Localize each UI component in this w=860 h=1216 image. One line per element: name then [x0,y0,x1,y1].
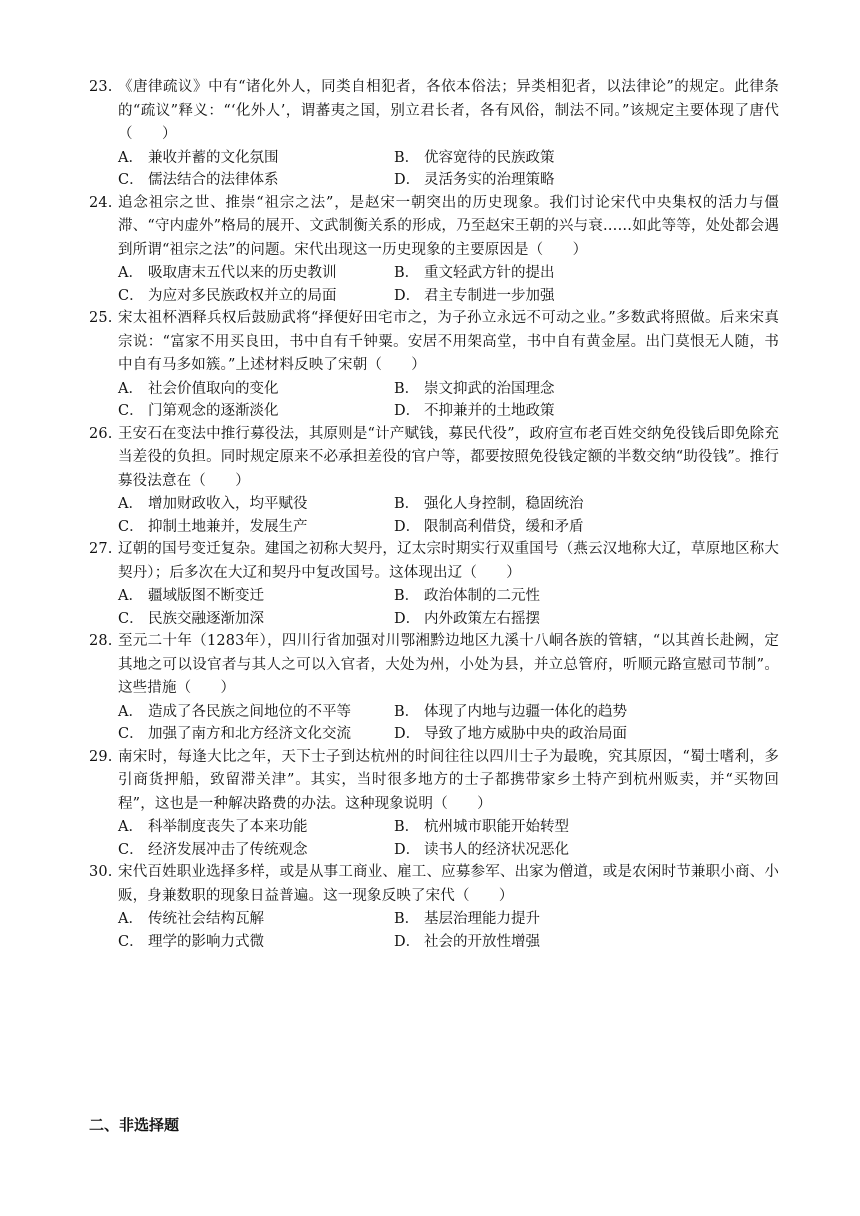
option-text: 理学的影响力式微 [148,933,264,950]
question-stem-row [89,630,779,701]
option-text: 科举制度丧失了本来功能 [148,819,308,835]
answer-option[interactable] [118,516,394,539]
option-letter: D． [394,403,421,419]
option-letter: A． [118,380,143,397]
option-letter: B． [394,380,420,397]
option-text: 强化人身控制，稳固统治 [424,496,584,512]
option-text: 崇文抑武的治国理念 [424,380,555,397]
option-list [89,262,779,307]
question-4 [89,538,779,630]
answer-option[interactable] [394,285,670,308]
question-number: 28. [89,633,113,649]
answer-option[interactable] [394,608,670,631]
answer-option[interactable] [394,908,670,931]
option-letter: B． [394,703,420,720]
option-text: 增加财政收入，均平赋役 [148,496,308,512]
option-letter: A． [118,911,143,927]
question-stem-row [89,76,779,147]
question-stem-row [89,538,779,585]
option-letter: D． [394,726,421,742]
option-letter: A． [118,588,143,604]
question-6 [89,746,779,862]
option-row [118,908,779,931]
question-number: 27. [89,541,113,557]
option-text: 内外政策左右摇摆 [424,610,540,627]
option-row [118,262,779,285]
answer-option[interactable] [118,816,394,839]
option-letter: B． [394,911,420,927]
question-stem: 追念祖宗之世、推崇“祖宗之法”，是赵宋一朝突出的历史现象。我们讨论宋代中央集权的活力与僵滞、“守内虚外”格局的展开、文武制衡关系的形成，乃至赵宋王朝的兴与衰……如此等等，处处都会遇到所谓“祖宗之法”的问题。宋代出现这一历史现象的主要原因是（ ） [118,194,779,258]
question-number: 25. [89,310,113,326]
question-number: 29. [89,748,113,765]
option-row [118,931,779,954]
question-number: 30. [89,864,113,880]
answer-option[interactable] [118,839,394,862]
option-letter: C． [118,726,144,742]
option-text: 儒法结合的法律体系 [148,172,279,188]
answer-option[interactable] [118,701,394,724]
option-row [118,839,779,862]
answer-option[interactable] [118,608,394,631]
question-stem-row [89,423,779,494]
option-list [89,493,779,538]
answer-option[interactable] [118,147,394,170]
option-letter: C． [118,933,144,950]
option-row [118,378,779,401]
answer-option[interactable] [118,400,394,423]
option-text: 政治体制的二元性 [424,588,540,604]
answer-option[interactable] [118,262,394,285]
question-stem: 宋代百姓职业选择多样，或是从事工商业、雇工、应募参军、出家为僧道，或是农闲时节兼职小商、小贩，身兼数职的现象日益普遍。这一现象反映了宋代（ ） [118,864,779,904]
question-stem-row [89,192,779,263]
option-text: 导致了地方威胁中央的政治局面 [424,726,627,742]
answer-option[interactable] [394,816,670,839]
option-letter: A． [118,265,143,281]
answer-option[interactable] [118,585,394,608]
option-text: 经济发展冲击了传统观念 [148,841,308,858]
option-text: 吸取唐末五代以来的历史教训 [148,265,337,281]
answer-option[interactable] [118,493,394,516]
option-list [89,701,779,746]
option-text: 杭州城市职能开始转型 [424,819,569,835]
option-text: 疆域版图不断变迁 [148,588,264,604]
option-letter: A． [118,819,143,835]
option-letter: C． [118,518,144,535]
question-stem: 至元二十年（1283年），四川行省加强对川鄂湘黔边地区九溪十八峒各族的管辖，“以其酋长赴阙，定其地之可以设官者与其人之可以入官者，大处为州，小处为县，并立总管府，听顺元路宣慰司节制”。这些措施（ ） [118,633,779,696]
option-text: 优容宽待的民族政策 [424,149,555,166]
option-list [89,816,779,861]
question-stem: 南宋时，每逢大比之年，天下士子到达杭州的时间往往以四川士子为最晚，究其原因，“蜀士嗜利，多引商货押船，致留滞关津”。其实，当时很多地方的士子都携带家乡土特产到杭州贩卖，并“买物回程”，这也是一种解决路费的办法。这种现象说明（ ） [118,748,779,812]
answer-option[interactable] [118,285,394,308]
option-letter: B． [394,588,420,604]
question-stem-row [89,861,779,908]
option-text: 体现了内地与边疆一体化的趋势 [424,703,627,720]
option-row [118,585,779,608]
question-1 [89,192,779,308]
option-text: 兼收并蓄的文化氛围 [148,149,279,166]
answer-option[interactable] [394,493,670,516]
answer-option[interactable] [394,931,670,954]
section-title: 二、非选择题 [89,1116,180,1134]
option-text: 不抑兼并的土地政策 [424,403,555,419]
answer-option[interactable] [118,931,394,954]
answer-option[interactable] [394,839,670,862]
option-letter: A． [118,496,143,512]
option-letter: D． [394,172,421,188]
option-row [118,816,779,839]
answer-option[interactable] [394,262,670,285]
option-list [89,378,779,423]
question-list [89,76,779,953]
option-letter: B． [394,819,420,835]
question-stem: 辽朝的国号变迁复杂。建国之初称大契丹，辽太宗时期实行双重国号（燕云汉地称大辽，草原地区称大契丹）；后多次在大辽和契丹中复改国号。这体现出辽（ ） [118,541,779,581]
answer-option[interactable] [394,169,670,192]
option-letter: D． [394,518,421,535]
answer-option[interactable] [118,378,394,401]
option-text: 读书人的经济状况恶化 [424,841,569,858]
option-row [118,516,779,539]
option-text: 为应对多民族政权并立的局面 [148,287,337,304]
answer-option[interactable] [394,400,670,423]
option-list [89,147,779,192]
question-5 [89,630,779,746]
option-letter: D． [394,287,421,304]
option-text: 造成了各民族之间地位的不平等 [148,703,351,720]
option-letter: B． [394,149,420,166]
answer-option[interactable] [394,516,670,539]
option-letter: C． [118,610,144,627]
option-list [89,585,779,630]
option-text: 社会的开放性增强 [424,933,540,950]
option-list [89,908,779,953]
option-letter: A． [118,149,143,166]
option-letter: C． [118,287,144,304]
question-0 [89,76,779,192]
question-stem: 《唐律疏议》中有“诸化外人，同类自相犯者，各依本俗法；异类相犯者，以法律论”的规定。此律条的“疏议”释义：“‘化外人’，谓蕃夷之国，别立君长者，各有风俗，制法不同。”该规定主要体现了唐代（ ） [118,79,779,142]
option-letter: B． [394,265,420,281]
question-stem-row [89,307,779,378]
option-letter: C． [118,172,144,188]
question-number: 26. [89,425,113,442]
option-text: 民族交融逐渐加深 [148,610,264,627]
option-text: 传统社会结构瓦解 [148,911,264,927]
question-3 [89,423,779,539]
option-letter: A． [118,703,143,720]
answer-option[interactable] [394,378,670,401]
option-letter: D． [394,610,421,627]
option-text: 君主专制进一步加强 [424,287,555,304]
answer-option[interactable] [394,585,670,608]
option-row [118,608,779,631]
option-letter: D． [394,841,421,858]
option-row [118,169,779,192]
option-text: 抑制土地兼并，发展生产 [148,518,308,535]
option-letter: D． [394,933,421,950]
question-stem: 王安石在变法中推行募役法，其原则是“计产赋钱，募民代役”，政府宣布老百姓交纳免役钱后即免除充当差役的负担。同时规定原来不必承担差役的官户等，都要按照免役钱定额的半数交纳“助役钱”。推行募役法意在（ ） [118,425,779,489]
option-text: 门第观念的逐渐淡化 [148,403,279,419]
option-row [118,723,779,746]
option-row [118,400,779,423]
option-text: 灵活务实的治理策略 [424,172,555,188]
option-text: 限制高利借贷，缓和矛盾 [424,518,584,535]
answer-option[interactable] [118,723,394,746]
option-row [118,493,779,516]
answer-option[interactable] [118,169,394,192]
option-row [118,147,779,170]
option-row [118,285,779,308]
question-2 [89,307,779,423]
option-letter: C． [118,403,144,419]
answer-option[interactable] [394,701,670,724]
question-stem-row [89,746,779,817]
question-stem: 宋太祖杯酒释兵权后鼓励武将“择便好田宅市之，为子孙立永远不可动之业。”多数武将照做。后来宋真宗说：“富家不用买良田，书中自有千钟粟。安居不用架高堂，书中自有黄金屋。出门莫恨无人随，书中自有马多如簇。”上述材料反映了宋朝（ ） [118,310,779,373]
question-7 [89,861,779,953]
option-letter: B． [394,496,420,512]
option-text: 加强了南方和北方经济文化交流 [148,726,351,742]
option-letter: C． [118,841,144,858]
answer-option[interactable] [394,147,670,170]
question-number: 24. [89,194,113,211]
answer-option[interactable] [118,908,394,931]
option-text: 基层治理能力提升 [424,911,540,927]
option-text: 社会价值取向的变化 [148,380,279,397]
question-number: 23. [89,79,113,95]
option-text: 重文轻武方针的提出 [424,265,555,281]
option-row [118,701,779,724]
answer-option[interactable] [394,723,670,746]
